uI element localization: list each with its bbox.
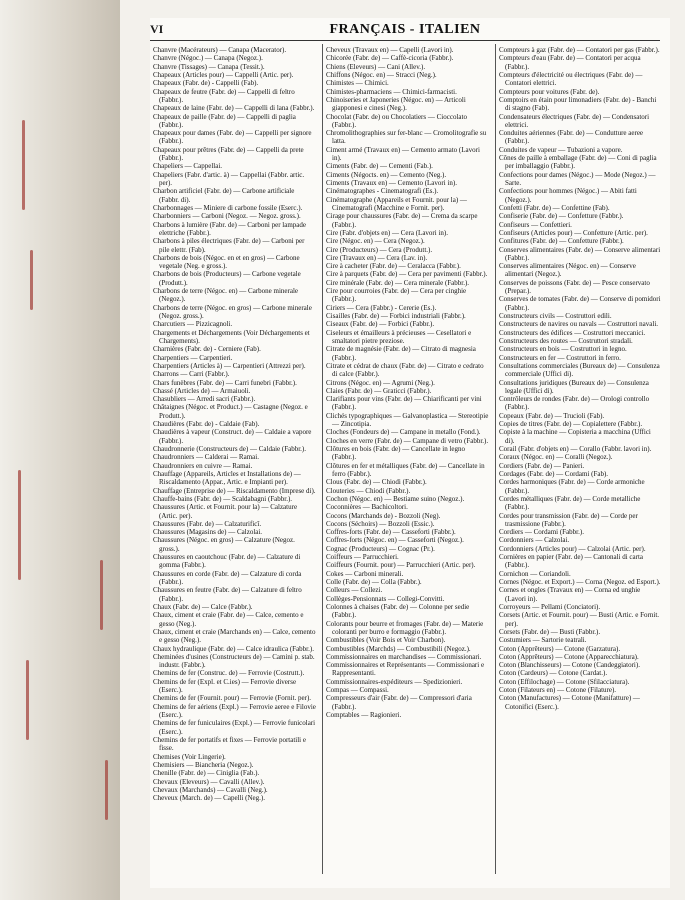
dictionary-entry: Chemises (Voir Lingerie). [153, 752, 226, 761]
dictionary-entry: Constructeurs des routes — Costruttori stradali. [499, 336, 633, 345]
dictionary-entry: Cornes et ongles (Travaux en) — Corna ed unghie (Lavori in). [499, 586, 641, 603]
dictionary-entry: Contrôleurs de rondes (Fabr. de) — Orologi controllo (Fabbr.). [499, 395, 650, 412]
dictionary-entry: Chauffe-bains (Fabr. de) — Scaldabagni (Fabbr.). [153, 494, 293, 503]
dictionary-entry: Cloches (Fondeurs de) — Campane in metallo (Fond.). [326, 428, 481, 437]
dictionary-entry: Consultations commerciales (Bureaux de) — Consulenza commerciale (Uffici di). [499, 361, 660, 379]
dictionary-entry: Chaudières à vapeur (Construct. de) — Caldaie a vapore (Fabbr.). [153, 428, 312, 445]
dictionary-entry: Chaudronnerie (Constructeurs de) — Caldaie (Fabbr.). [153, 445, 306, 453]
dictionary-entry: Conduites aériennes (Fabr. de) — Condutture aeree (Fabbr.). [499, 129, 644, 146]
dictionary-entry: Comptoirs en étain pour limonadiers (Fabr. de) - Banchi di stagno (Fab). [499, 95, 657, 113]
dictionary-entry: Cloches en verre (Fabr. de) — Campane di vetro (Fabbr.). [326, 436, 489, 445]
dictionary-entry: Charrons — Carri (Fabbr.). [153, 370, 230, 379]
dictionary-entry: Coiffeurs (Fournit. pour) — Parrucchieri (Artic. per). [326, 561, 476, 570]
dictionary-entry: Claies (Fabr. de) — Graticci (Fabbr.). [326, 386, 432, 395]
dictionary-entry: Chapeaux de paille (Fabr. de) — Cappelli di paglia (Fabbr.). [153, 112, 296, 129]
dictionary-entry: Cordes métalliques (Fabr. de) — Corde metalliche (Fabbr.). [499, 494, 641, 512]
dictionary-entry: Conserves de tomates (Fabr. de) — Conserve di pomidori (Fabbr.). [499, 295, 661, 312]
dictionary-entry: Chanvre (Macérateurs) — Canapa (Macerator). [153, 46, 287, 54]
dictionary-column-left [153, 46, 316, 876]
dictionary-entry: Cornières en papier (Fabr. de) — Cantonali di carta (Fabbr.). [499, 553, 644, 570]
dictionary-entry: Constructeurs en bois — Costruttori in legno. [499, 345, 627, 354]
dictionary-entry: Copeaux (Fabr. de) — Trucioli (Fab). [499, 411, 605, 420]
dictionary-entry: Clarifiants pour vins (Fabr. de) — Chiarificanti per vini (Fabbr.). [326, 395, 482, 412]
binding-stripe [18, 470, 21, 580]
dictionary-entry: Cire minérale (Fabr. de) — Cera minerale (Fabbr.). [326, 278, 470, 287]
dictionary-entry: Cokes — Carboni minerali. [326, 569, 404, 578]
dictionary-entry: Constructeurs en fer — Costruttori in ferro. [499, 353, 621, 362]
dictionary-entry: Chaussures en feutre (Fabr. de) — Calzature di feltro (Fabbr.). [153, 586, 302, 603]
dictionary-entry: Chapeliers — Cappellai. [153, 162, 223, 171]
dictionary-entry: Compteurs pour voitures (Fabr. de). [499, 87, 600, 96]
dictionary-entry: Confetti (Fabr. de) — Confettine (Fab). [499, 203, 610, 212]
dictionary-entry: Cornes (Négoc. et Export.) — Corna (Negoz. ed Esport.). [499, 578, 661, 586]
dictionary-entry: Confiseurs — Confettieri. [499, 220, 572, 229]
binding-stripe [30, 250, 33, 310]
dictionary-entry: Confiserie (Fabr. de) — Confetture (Fabbr.). [499, 212, 624, 221]
dictionary-entry: Cônes de paille à emballage (Fabr. de) — Coni di paglia per imballaggio (Fabbr.). [499, 154, 657, 171]
binding-stripe [100, 560, 103, 630]
dictionary-entry: Coton (Apprêteurs) — Cotone (Apparecchiatura). [499, 652, 639, 661]
page-title: FRANÇAIS - ITALIEN [329, 22, 481, 37]
dictionary-entry: Charnières (Fabr. de) - Cerniere (Fab). [153, 345, 261, 354]
dictionary-entry: Chapeaux (Fabr. de) - Cappelli (Fab). [153, 79, 259, 88]
dictionary-entry: Cordiers — Cordami (Fabbr.). [499, 528, 584, 537]
column-divider [495, 44, 496, 874]
dictionary-entry: Cocons (Séchoirs) — Bozzoli (Essic.). [326, 519, 435, 528]
dictionary-entry: Citrate et cédrat de chaux (Fabr. de) — Citrato e cedrato di calce (Fabbr.). [326, 361, 484, 379]
dictionary-entry: Chapeaux de feutre (Fabr. de) — Cappelli di feltro (Fabbr.). [153, 87, 295, 104]
dictionary-entry: Chaudronniers — Calderai — Ramai. [153, 453, 259, 462]
dictionary-entry: Cordonniers — Calzolai. [499, 536, 570, 545]
dictionary-entry: Chaussures (Artic. et Fournit. pour la) — Calzature (Artic. per). [153, 503, 298, 520]
dictionary-entry: Compteurs à gaz (Fabr. de) — Contatori per gas (Fabbr.). [499, 46, 660, 54]
dictionary-entry: Coton (Manufactures) — Cotone (Manifatture) — Cotonifici (Eserc.). [499, 694, 640, 711]
dictionary-entry: Charbons de terre (Négoc. en) — Carbone minerale (Negoz.). [153, 287, 298, 304]
dictionary-entry: Cocons (Marchands de) - Bozzoli (Neg). [326, 511, 441, 520]
dictionary-entry: Chaussures en corde (Fabr. de) — Calzature di corda (Fabbr.). [153, 569, 302, 586]
dictionary-entry: Compteurs d'électricité ou électriques (Fabr. de) — Contatori elettrici. [499, 70, 643, 88]
dictionary-entry: Condensateurs électriques (Fabr. de) — Condensatori elettrici. [499, 112, 650, 129]
dictionary-entry: Chemins de fer portatifs et fixes — Ferrovie portatili e fisse. [153, 735, 306, 753]
dictionary-entry: Cire (Négoc. en) — Cera (Negoz.). [326, 237, 425, 246]
dictionary-entry: Cordages (Fabr. de) — Cordami (Fab). [499, 469, 609, 478]
dictionary-entry: Chauffage (Appareils, Articles et Installations de) — Riscaldamento (Appar., Artic. e Impianti per). [153, 469, 301, 487]
dictionary-entry: Comptables — Ragionieri. [326, 711, 402, 719]
dictionary-column-middle [326, 46, 489, 876]
dictionary-entry: Chromolithographies sur fer-blanc — Cromolitografie su latta. [326, 129, 487, 146]
dictionary-entry: Compteurs d'eau (Fabr. de) — Contatori per acqua (Fabbr.). [499, 54, 641, 71]
dictionary-entry: Confitures (Fabr. de) — Confetture (Fabbr.). [499, 237, 624, 246]
dictionary-entry: Constructeurs de navires ou navals — Costruttori navali. [499, 320, 659, 329]
dictionary-entry: Cinématographes - Cinematografi (Es.). [326, 187, 439, 196]
dictionary-entry: Cire (Fabr. d'objets en) — Cera (Lavori in). [326, 228, 448, 237]
dictionary-entry: Costumiers — Sartorie teatrali. [499, 636, 587, 645]
dictionary-entry: Chiens (Eleveurs) — Cani (Allev.). [326, 62, 426, 71]
dictionary-entry: Chaux, ciment et craie (Fabr. de) — Calce, cemento e gesso (Neg.). [153, 611, 304, 628]
dictionary-entry: Ciseaux (Fabr. de) — Forbici (Fabbr.). [326, 320, 435, 329]
dictionary-entry: Conserves de poissons (Fabr. de) — Pesce conservato (Prepar.). [499, 278, 650, 296]
dictionary-entry: Chaux (Fabr. de) — Calce (Fabbr.). [153, 602, 253, 611]
dictionary-entry: Charbons de terre (Négoc. en gros) — Carbone minerale (Negoz. gross.). [153, 303, 312, 320]
dictionary-entry: Constructeurs civils — Costruttori edili. [499, 312, 612, 320]
dictionary-entry: Chocolat (Fabr. de) ou Chocolatiers — Cioccolato (Fabbr.). [326, 112, 467, 129]
dictionary-entry: Chicorée (Fabr. de) — Caffè-cicoria (Fabbr.). [326, 54, 454, 63]
dictionary-entry: Ciments (Négocts. en) — Cemento (Neg.). [326, 170, 447, 179]
dictionary-entry: Copies de titres (Fabr. de) — Copialettere (Fabbr.). [499, 420, 643, 429]
dictionary-entry: Cheveux (Travaux en) — Capelli (Lavori in). [326, 46, 454, 54]
dictionary-entry: Chanvre (Négoc.) — Canapa (Negoz.). [153, 54, 263, 63]
dictionary-entry: Clouteries — Chiodi (Fabbr.). [326, 486, 411, 495]
dictionary-entry: Chaudières (Fabr. de) - Caldaie (Fab). [153, 420, 260, 429]
binding-stripe [26, 660, 29, 740]
dictionary-entry: Cochon (Négoc. en) — Bestiame suino (Negoz.). [326, 494, 465, 503]
dictionary-entry: Chapeaux (Articles pour) — Cappelli (Artic. per). [153, 70, 294, 79]
dictionary-entry: Cornichon — Coriandoli. [499, 569, 571, 578]
dictionary-entry: Cognac (Producteurs) — Cognac (Pr.). [326, 544, 435, 553]
dictionary-entry: Cire à parquets (Fabr. de) — Cera per pavimenti (Fabbr.). [326, 270, 488, 279]
dictionary-entry: Compas — Compassi. [326, 686, 389, 695]
dictionary-entry: Chemins de fer aériens (Expl.) — Ferrovie aeree e Filovie (Eserc.). [153, 702, 316, 719]
dictionary-entry: Chaudronniers en cuivre — Ramai. [153, 461, 253, 470]
dictionary-entry: Cinématographe (Appareils et Fournit. pour la) — Cinematografi (Macchine e Fornit. per). [326, 195, 467, 212]
dictionary-entry: Charbons à piles électriques (Fabr. de) — Carboni per pile elettr. (Fab). [153, 237, 305, 254]
dictionary-entry: Charbon artificiel (Fabr. de) — Carbone artificiale (Fabbr. di). [153, 187, 295, 204]
binding-stripe [105, 760, 108, 820]
dictionary-entry: Chenille (Fabr. de) — Ciniglia (Fab.). [153, 769, 260, 778]
dictionary-entry: Combustibles (Marchds) — Combustibili (Negoz.). [326, 644, 471, 653]
dictionary-entry: Constructeurs des édifices — Costruttori meccanici. [499, 328, 646, 337]
dictionary-entry: Cheminées d'usines (Constructeurs de) — Camini p. stab. industr. (Fabbr.). [153, 652, 315, 670]
dictionary-entry: Cordonniers (Articles pour) — Calzolai (Artic. per). [499, 544, 646, 553]
dictionary-entry: Coton (Apprêteurs) — Cotone (Garzatura). [499, 644, 621, 653]
dictionary-entry: Charbons à lumière (Fabr. de) — Carboni per lampade elettriche (Fabbr.). [153, 220, 306, 237]
dictionary-entry: Conserves alimentaires (Négoc. en) — Conserve alimentari (Negoz.). [499, 262, 636, 279]
dictionary-entry: Chimistes — Chimici. [326, 79, 389, 88]
dictionary-entry: Clichés typographiques — Galvanoplastica — Stereotipie — Zincotipia. [326, 411, 489, 429]
dictionary-entry: Ciriers — Cera (Fabbr.) - Cererie (Es.). [326, 303, 437, 312]
binding-stripe [22, 120, 25, 210]
dictionary-entry: Cordes harmoniques (Fabr. de) — Corde armoniche (Fabbr.). [499, 478, 645, 495]
dictionary-entry: Chapeliers (Fabr. d'artic. à) — Cappellai (Fabbr. artic. per). [153, 170, 305, 187]
dictionary-entry: Chemisiers — Biancheria (Negoz.). [153, 760, 254, 769]
dictionary-entry: Colonnes à chaises (Fabr. de) — Colonne per sedie (Fabbr.). [326, 602, 470, 620]
dictionary-entry: Coton (Blanchisseurs) — Cotone (Candeggiatori). [499, 661, 640, 670]
book-binding [0, 0, 120, 900]
dictionary-entry: Coffres-forts (Négoc. en) — Casseforti (Negoz.). [326, 536, 464, 545]
dictionary-entry: Citrate de magnésie (Fabr. de) — Citrato di magnesia (Fabbr.). [326, 345, 476, 362]
dictionary-entry: Chevaux (Marchands) — Cavalli (Neg.). [153, 785, 268, 794]
dictionary-entry: Conduites de vapeur — Tubazioni a vapore. [499, 145, 623, 154]
dictionary-entry: Chapeaux pour dames (Fabr. de) — Cappelli per signore (Fabbr.). [153, 129, 312, 146]
dictionary-entry: Coiffeurs — Parrucchieri. [326, 553, 399, 562]
dictionary-entry: Coffres-forts (Fabr. de) — Casseforti (Fabbr.). [326, 528, 456, 537]
dictionary-entry: Confiseurs (Articles pour) — Confetture (Artic. per). [499, 228, 648, 237]
dictionary-entry: Charbons de bois (Producteurs) — Carbone vegetale (Produtt.). [153, 270, 301, 287]
dictionary-entry: Cire (Producteurs) — Cera (Produtt.). [326, 245, 433, 254]
dictionary-entry: Charbons de bois (Négoc. en et en gros) — Carbone vegetale (Neg. e gross.). [153, 253, 300, 271]
dictionary-entry: Charbonniers — Carboni (Negoz. — Negoz. gross.). [153, 212, 301, 221]
dictionary-entry: Consultations juridiques (Bureaux de) — Consulenza legale (Uffici di). [499, 378, 649, 395]
dictionary-entry: Chaussures (Négoc. en gros) — Calzature (Negoz. gross.). [153, 536, 295, 553]
dictionary-entry: Ciseleurs et émailleurs à précieuses — Cesellatori e smaltatori pietre preziose. [326, 328, 472, 345]
dictionary-entry: Chapeaux pour prêtres (Fabr. de) — Cappelli da prete (Fabbr.). [153, 145, 304, 163]
dictionary-entry: Compresseurs d'air (Fabr. de) — Compressori d'aria (Fabbr.). [326, 694, 472, 711]
dictionary-entry: Chanvre (Tissages) — Canapa (Tessit.). [153, 62, 265, 71]
dictionary-entry: Chinoiseries et Japoneries (Négoc. en) — Articoli giapponesi e cinesi (Neg.). [326, 95, 466, 113]
dictionary-entry: Ciments (Fabr. de) — Cementi (Fab.). [326, 162, 433, 171]
dictionary-entry: Corsets (Fabr. de) — Busti (Fabbr.). [499, 627, 601, 636]
dictionary-entry: Chaussures (Fabr. de) — Calzaturificî. [153, 519, 262, 528]
dictionary-entry: Chimistes-pharmaciens — Chimici-farmacisti. [326, 87, 457, 96]
dictionary-entry: Colorants pour beurre et fromages (Fabr. de) — Materie coloranti per burro e formaggio (Fabbr.). [326, 619, 484, 636]
dictionary-entry: Commissionnaires en marchandises — Commissionari. [326, 652, 482, 661]
dictionary-entry: Chasubliers — Arredi sacri (Fabbr.). [153, 395, 256, 404]
dictionary-entry: Cheveux (March. de) — Capelli (Neg.). [153, 794, 265, 803]
dictionary-entry: Commissionnaires et Représentants — Commissionari e Rappresentanti. [326, 661, 485, 678]
dictionary-entry: Confections pour dames (Négoc.) — Mode (Negoz.) — Sarte. [499, 170, 656, 187]
dictionary-entry: Chars funèbres (Fabr. de) — Carri funebri (Fabbr.). [153, 378, 297, 387]
dictionary-entry: Chaussures (Magasins de) — Calzolai. [153, 528, 263, 537]
dictionary-column-right [499, 46, 662, 876]
dictionary-entry: Chargements et Déchargements (Voir Déchargements et Chargements). [153, 328, 310, 345]
dictionary-entry: Chemins de fer (Fournit. pour) — Ferrovie (Fornit. per). [153, 694, 312, 703]
dictionary-entry: Chaux, ciment et craie (Marchands en) — Calce, cemento e gesso (Neg.). [153, 627, 316, 645]
dictionary-entry: Commissionnaires-expéditeurs — Spedizionieri. [326, 677, 463, 686]
dictionary-entry: Cordes pour transmission (Fabr. de) — Corde per trasmissione (Fabbr.). [499, 511, 638, 528]
page-number: VI [150, 22, 164, 36]
column-divider [322, 44, 323, 874]
dictionary-entry: Cisailles (Fabr. de) — Forbici industriali (Fabbr.). [326, 312, 466, 320]
dictionary-entry: Chemins de fer (Construc. de) — Ferrovie (Costrutt.). [153, 669, 305, 678]
dictionary-entry: Cire pour courroies (Fabr. de) — Cera per cinghie (Fabbr.). [326, 287, 467, 304]
dictionary-entry: Charcutiers — Pizzicagnoli. [153, 320, 233, 329]
dictionary-entry: Chauffage (Entreprise de) — Riscaldamento (Imprese di). [153, 486, 316, 495]
dictionary-entry: Collèges-Pensionnats — Collegi-Convitti. [326, 594, 445, 603]
dictionary-entry: Chaux hydraulique (Fabr. de) — Calce idraulica (Fabbr.). [153, 644, 314, 653]
dictionary-entry: Coraux (Négoc. en) — Coralli (Negoz.). [499, 453, 613, 462]
dictionary-entry: Chiffons (Négoc. en) — Stracci (Neg.). [326, 70, 437, 79]
dictionary-entry: Chemins de fer (Expl. et C.ies) — Ferrovie diverse (Eserc.). [153, 677, 297, 695]
dictionary-entry: Combustibles (Voir Bois et Voir Charbon). [326, 636, 446, 645]
dictionary-entry: Cordiers (Fabr. de) — Panieri. [499, 461, 585, 470]
dictionary-entry: Conserves alimentaires (Fabr. de) — Conserve alimentari (Fabbr.). [499, 245, 661, 262]
dictionary-entry: Coton (Cardeurs) — Cotone (Cardat.). [499, 669, 608, 678]
dictionary-entry: Colle (Fabr. de) — Colla (Fabbr.). [326, 578, 422, 586]
dictionary-entry: Corroyeurs — Pellami (Conciatori). [499, 602, 601, 611]
dictionary-entry: Cirage pour chaussures (Fabr. de) — Crema da scarpe (Fabbr.). [326, 212, 478, 229]
dictionary-entry: Chapeaux de laine (Fabr. de) — Cappelli di lana (Fabbr.). [153, 104, 315, 113]
dictionary-entry: Charpentiers (Articles à) — Carpentieri (Attrezzi per). [153, 361, 306, 370]
dictionary-entry: Corail (Fabr. d'objets en) — Corallo (Fabbr. lavori in). [499, 445, 652, 453]
dictionary-entry: Cire à cacheter (Fabr. de) — Ceralacca (Fabbr.). [326, 262, 461, 271]
dictionary-entry: Corsets (Artic. et Fournit. pour) — Busti (Artic. e Fornit. per). [499, 611, 660, 628]
dictionary-entry: Chaussures en caoutchouc (Fabr. de) — Calzature di gomma (Fabbr.). [153, 553, 301, 570]
dictionary-entry: Cire (Travaux en) — Cera (Lav. in). [326, 253, 428, 262]
dictionary-entry: Coconnières — Bachicoltori. [326, 503, 408, 512]
dictionary-entry: Ciments (Travaux en) — Cemento (Lavori in). [326, 179, 457, 187]
dictionary-entry: Coton (Effilochage) — Cotone (Sfilacciatura). [499, 677, 630, 686]
dictionary-entry: Clous (Fabr. de) — Chiodi (Fabbr.). [326, 478, 427, 487]
dictionary-entry: Chevaux (Eleveurs) — Cavalli (Allev.). [153, 777, 265, 786]
dictionary-entry: Ciment armé (Travaux en) — Cemento armato (Lavori in). [326, 145, 480, 163]
dictionary-entry: Confections pour hommes (Négoc.) — Abiti fatti (Negoz.). [499, 187, 637, 204]
dictionary-entry: Colleurs — Collezi. [326, 586, 383, 595]
dictionary-entry: Copiste à la machine — Copisteria a macchina (Uffici di). [499, 428, 651, 445]
dictionary-entry: Charbonnages — Miniere di carbone fossile (Eserc.). [153, 203, 303, 212]
dictionary-entry: Chemins de fer funiculaires (Expl.) — Ferrovie funicolari (Eserc.). [153, 719, 316, 736]
dictionary-entry: Chassé (Articles de) — Armaiuoli. [153, 386, 251, 395]
dictionary-entry: Châtaignes (Négoc. et Product.) — Castagne (Negoz. e Produtt.). [153, 403, 308, 420]
dictionary-entry: Citrons (Négoc. en) — Agrumi (Neg.). [326, 378, 435, 387]
dictionary-entry: Clôtures en fer et métalliques (Fabr. de) — Cancellate in ferro (Fabbr.). [326, 461, 485, 478]
dictionary-entry: Coton (Filateurs en) — Cotone (Filature). [499, 686, 617, 695]
header-rule [150, 40, 660, 41]
dictionary-entry: Charpentiers — Carpentieri. [153, 353, 233, 362]
page-header [150, 22, 660, 42]
dictionary-entry: Clôtures en bois (Fabr. de) — Cancellate in legno (Fabbr.). [326, 445, 465, 462]
